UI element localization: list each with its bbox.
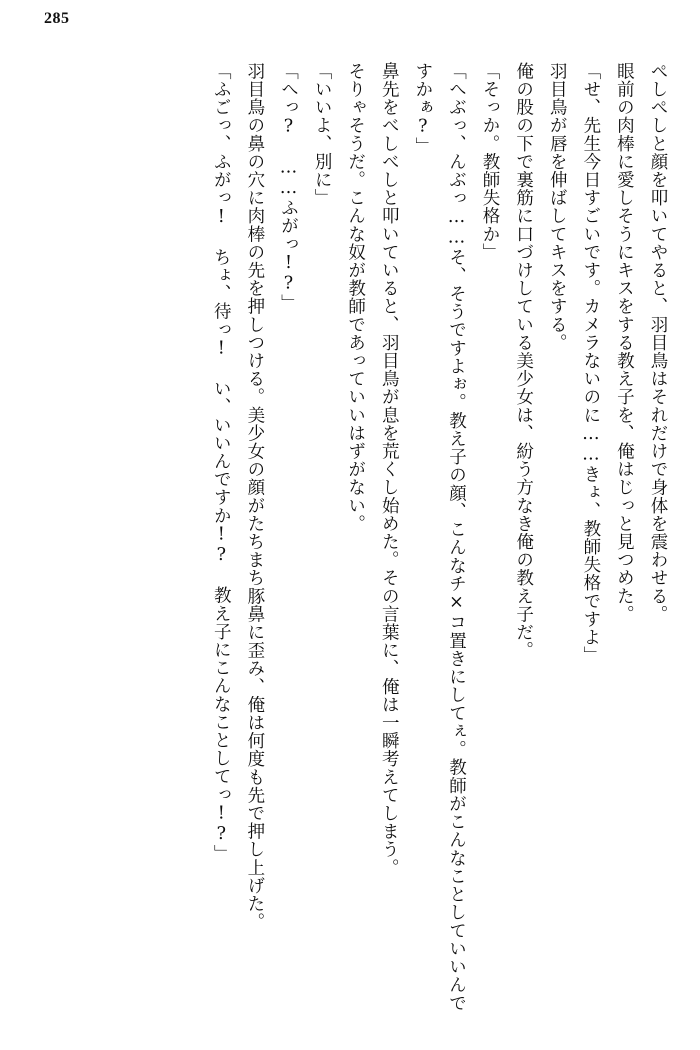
paragraph: 「ふごっ、ふがっ! ちょ、待っ! い、いいんですか!? 教え子にこんなことしてっ!?」 bbox=[211, 62, 232, 863]
paragraph: 「へっ? ……ふがっ!?」 bbox=[278, 62, 299, 313]
paragraph: 羽目鳥が唇を伸ばしてキスをする。 bbox=[547, 62, 568, 352]
page-number: 285 bbox=[44, 10, 70, 27]
paragraph: 「いいよ、別に」 bbox=[312, 62, 333, 207]
paragraph: 「せ、先生今日すごいです。カメラないのに……きょ、教師失格ですよ」 bbox=[580, 62, 601, 665]
paragraph: そりゃそうだ。こんな奴が教師であっていいはずがない。 bbox=[345, 62, 366, 533]
paragraph: ぺしぺしと顔を叩いてやると、羽目鳥はそれだけで身体を震わせる。 bbox=[648, 62, 668, 624]
paragraph: 羽目鳥の鼻の穴に肉棒の先を押しつける。美少女の顔がたちまち豚鼻に歪み、俺は何度も先で押し上げた。 bbox=[244, 62, 265, 931]
paragraph: 「へぶっ、んぶっ……そ、そうですよぉ。教え子の顔、こんなチ×コ置きにしてぇ。教師がこんなことしていいんですかぁ?」 bbox=[412, 62, 467, 1012]
paragraph: 眼前の肉棒に愛しそうにキスをする教え子を、俺はじっと見つめた。 bbox=[614, 62, 635, 624]
page-body-text bbox=[24, 62, 674, 1012]
paragraph: 鼻先をべしべしと叩いていると、羽目鳥が息を荒くし始めた。その言葉に、俺は一瞬考えてしまう。 bbox=[379, 62, 400, 877]
paragraph: 「そっか。教師失格か」 bbox=[480, 62, 501, 262]
paragraph: 俺の股の下で裏筋に口づけしている美少女は、紛う方なき俺の教え子だ。 bbox=[513, 62, 534, 660]
